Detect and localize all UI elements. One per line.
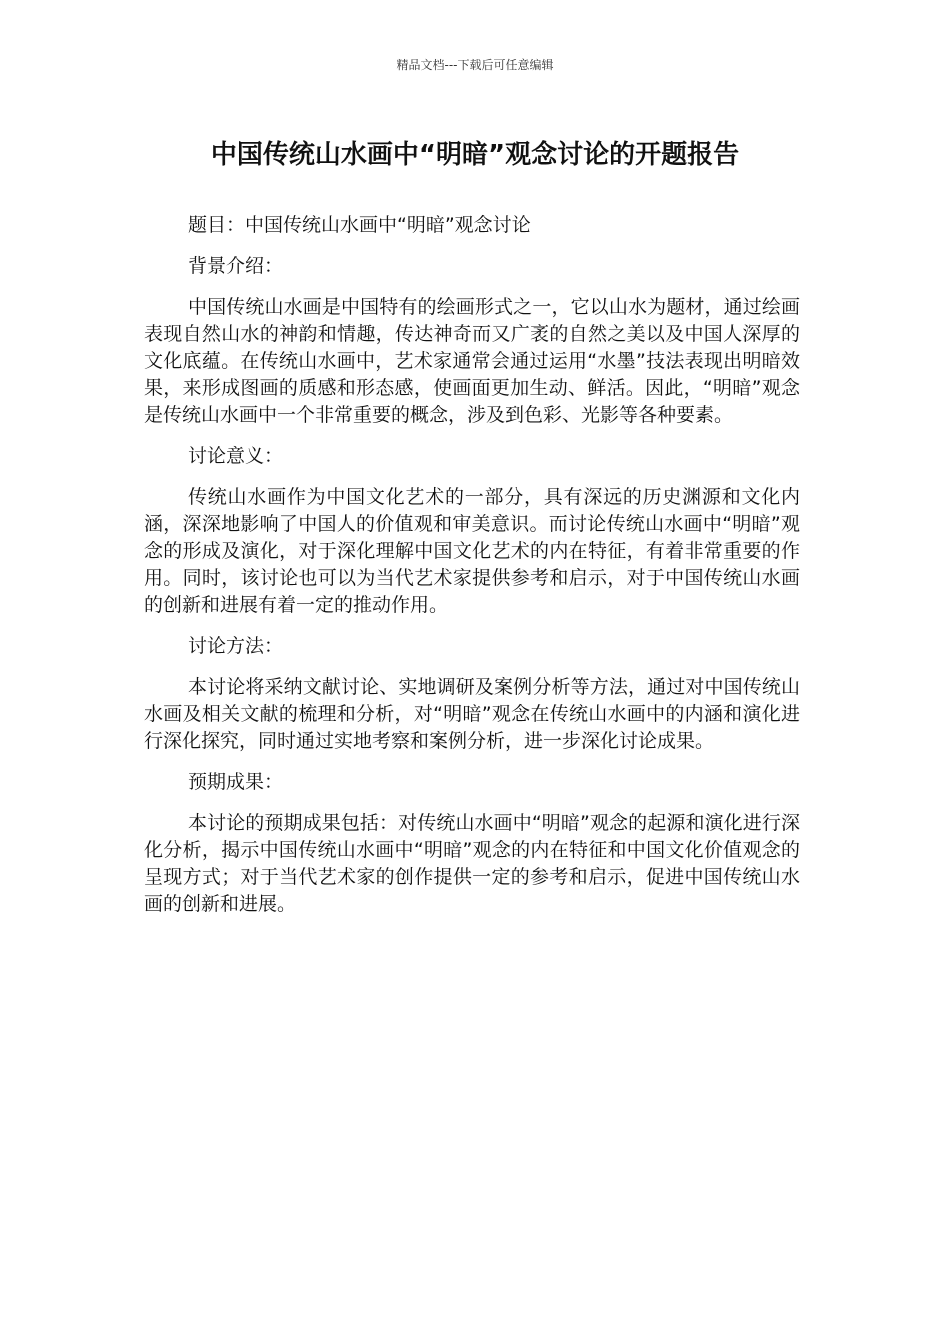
section-heading-background: 背景介绍： xyxy=(188,255,284,277)
page-header-note: 精品文档---下载后可任意编辑 xyxy=(396,58,554,72)
section-heading-expected-results: 预期成果： xyxy=(188,771,284,793)
section-body-background: 中国传统山水画是中国特有的绘画形式之一，它以山水为题材，通过绘画表现自然山水的神韵和情趣，传达神奇而又广袤的自然之美以及中国人深厚的文化底蕴。在传统山水画中，艺术家通常会通过运用“水墨”技法表现出明暗效果，来形成图画的质感和形态感，使画面更加生动、鲜活。因此，“明暗”观念是传统山水画中一个非常重要的概念，涉及到色彩、光影等各种要素。 xyxy=(144,296,800,426)
section-heading-method: 讨论方法： xyxy=(188,635,284,657)
section-body-method: 本讨论将采纳文献讨论、实地调研及案例分析等方法，通过对中国传统山水画及相关文献的梳理和分析，对“明暗”观念在传统山水画中的内涵和演化进行深化探究，同时通过实地考察和案例分析，进一步深化讨论成果。 xyxy=(144,676,800,752)
topic-line: 题目：中国传统山水画中“明暗”观念讨论 xyxy=(188,214,531,236)
section-body-expected-results: 本讨论的预期成果包括：对传统山水画中“明暗”观念的起源和演化进行深化分析，揭示中国传统山水画中“明暗”观念的内在特征和中国文化价值观念的呈现方式；对于当代艺术家的创作提供一定的参考和启示，促进中国传统山水画的创新和进展。 xyxy=(144,812,800,915)
section-body-significance: 传统山水画作为中国文化艺术的一部分，具有深远的历史渊源和文化内涵，深深地影响了中国人的价值观和审美意识。而讨论传统山水画中“明暗”观念的形成及演化，对于深化理解中国文化艺术的内在特征，有着非常重要的作用。同时，该讨论也可以为当代艺术家提供参考和启示，对于中国传统山水画的创新和进展有着一定的推动作用。 xyxy=(144,486,800,616)
document-title: 中国传统山水画中“明暗”观念讨论的开题报告 xyxy=(210,140,740,170)
document-body xyxy=(144,212,800,932)
section-heading-significance: 讨论意义： xyxy=(188,445,284,467)
